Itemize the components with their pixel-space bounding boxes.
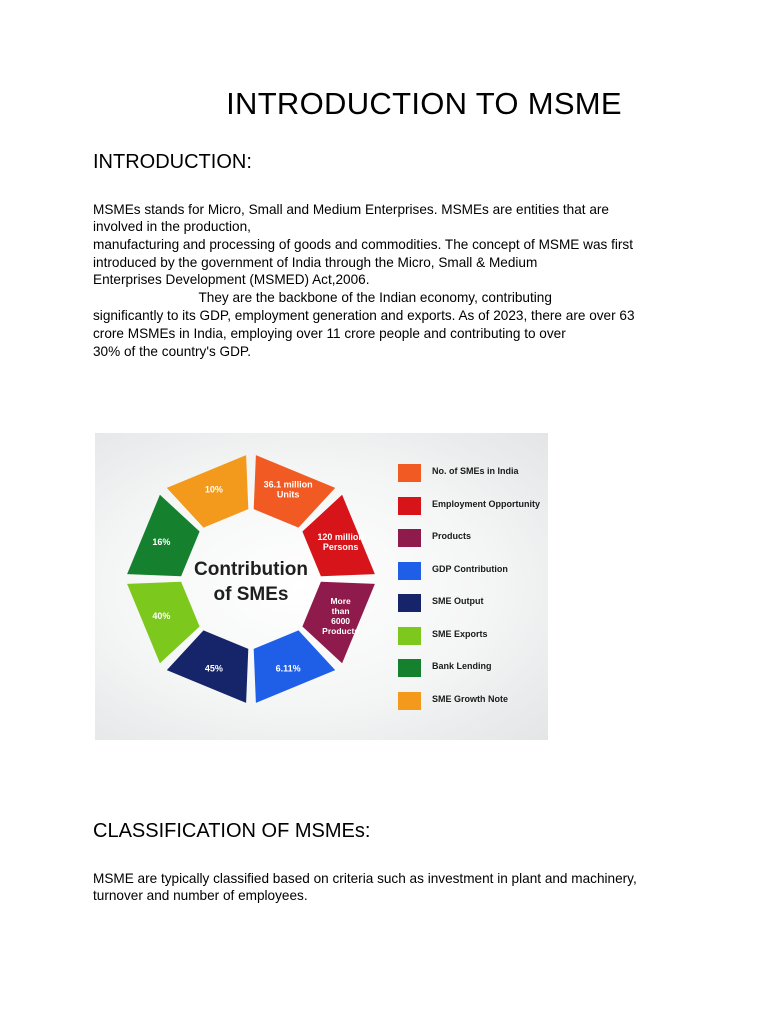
- segment-label: 10%: [204, 484, 223, 495]
- segment-label: 45%: [204, 663, 223, 674]
- legend-swatch: [398, 627, 421, 645]
- legend-swatch: [398, 594, 421, 612]
- legend-label: Bank Lending: [432, 661, 492, 671]
- legend-label: SME Exports: [432, 628, 488, 639]
- classification-line: turnover and number of employees.: [93, 888, 308, 903]
- legend-swatch: [398, 659, 421, 677]
- legend-swatch: [398, 464, 421, 482]
- legend-label: No. of SMEs in India: [432, 466, 519, 476]
- intro-heading: INTRODUCTION:: [93, 151, 252, 173]
- legend-swatch: [398, 692, 421, 710]
- intro-line: involved in the production,: [93, 219, 251, 234]
- legend-swatch: [398, 562, 421, 580]
- sme-contribution-figure: [95, 433, 548, 740]
- legend-label: SME Growth Note: [432, 693, 508, 704]
- intro-line: manufacturing and processing of goods and commodities. The concept of MSME was first: [93, 237, 633, 252]
- segment-label: 6.11%: [275, 663, 301, 674]
- intro-line: introduced by the government of India through the Micro, Small & Medium: [93, 255, 538, 270]
- classification-line: MSME are typically classified based on criteria such as investment in plant and machinery,: [93, 871, 637, 886]
- classification-heading: CLASSIFICATION OF MSMEs:: [93, 820, 371, 842]
- intro-line: They are the backbone of the Indian economy, contributing: [93, 290, 552, 305]
- legend-label: GDP Contribution: [432, 563, 508, 574]
- legend-label: SME Output: [432, 596, 484, 606]
- donut-center-title: Contribution of SMEs: [194, 559, 308, 605]
- intro-line: crore MSMEs in India, employing over 11 crore people and contributing to over: [93, 326, 566, 341]
- legend-swatch: [398, 529, 421, 547]
- legend-swatch: [398, 497, 421, 515]
- segment-label: 36.1 million Units: [263, 479, 313, 500]
- segment-label: More than 6000 Products: [322, 596, 360, 637]
- segment-label: 16%: [152, 536, 171, 547]
- intro-line: 30% of the country's GDP.: [93, 344, 251, 359]
- intro-line: Enterprises Development (MSMED) Act,2006.: [93, 272, 370, 287]
- segment-label: 120 million Persons: [317, 531, 364, 552]
- page-title: INTRODUCTION TO MSME: [226, 86, 622, 121]
- legend-label: Products: [432, 531, 472, 541]
- segment-label: 40%: [152, 611, 171, 622]
- legend-label: Employment Opportunity: [432, 498, 540, 509]
- intro-line: MSMEs stands for Micro, Small and Medium Enterprises. MSMEs are entities that are: [93, 202, 609, 217]
- intro-line: significantly to its GDP, employment generation and exports. As of 2023, there are over 63: [93, 308, 635, 323]
